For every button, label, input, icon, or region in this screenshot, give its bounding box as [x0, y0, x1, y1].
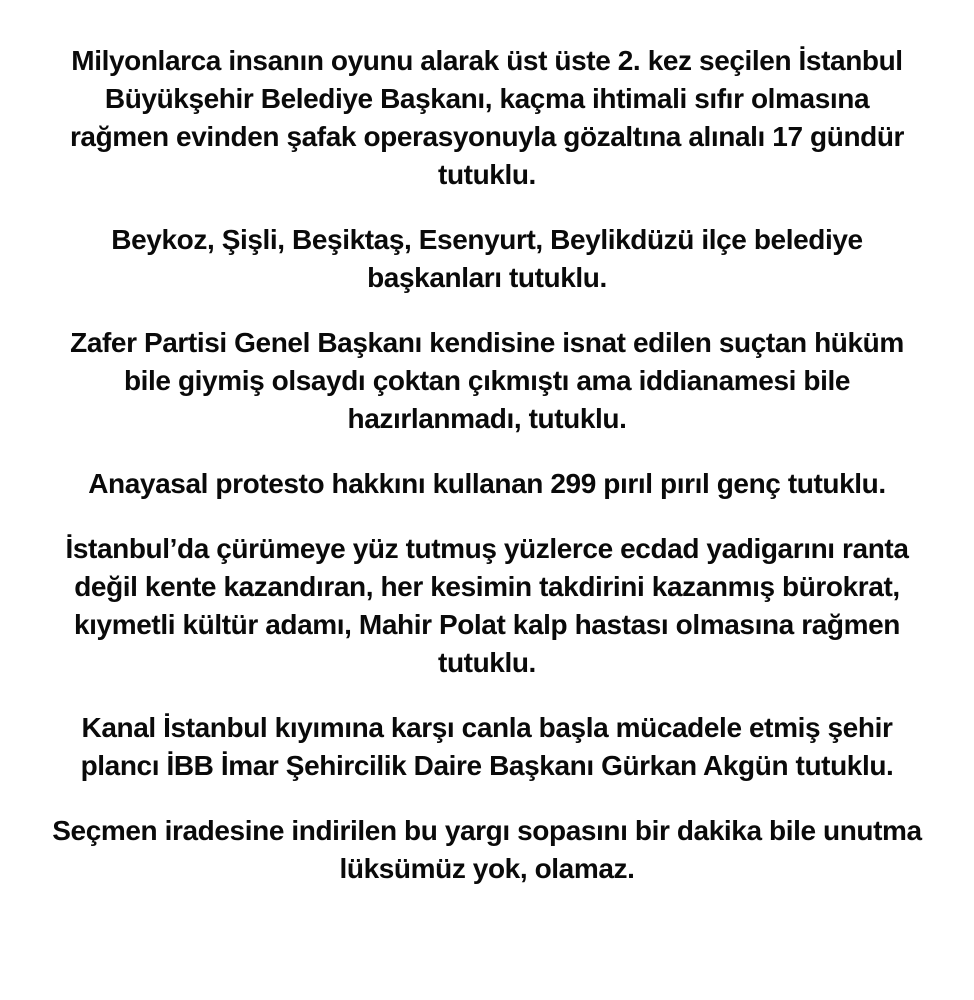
paragraph-zafer-party-leader: Zafer Partisi Genel Başkanı kendisine isnat edilen suçtan hüküm bile giymiş olsaydı çoktan çıkmıştı ama iddianamesi bile hazırlanmadı, tutuklu.: [70, 327, 904, 434]
paragraph-district-mayors: Beykoz, Şişli, Beşiktaş, Esenyurt, Beylikdüzü ilçe belediye başkanları tutuklu.: [111, 224, 863, 293]
paragraph-mayor-detained: Milyonlarca insanın oyunu alarak üst üste 2. kez seçilen İstanbul Büyükşehir Belediye Başkanı, kaçma ihtimali sıfır olmasına rağmen evinden şafak operasyonuyla gözaltına alınalı 17 gündür tutuklu.: [69, 45, 905, 190]
paragraph-gurkan-akgun: Kanal İstanbul kıyımına karşı canla başla mücadele etmiş şehir plancı İBB İmar Şehircilik Daire Başkanı Gürkan Akgün tutuklu.: [80, 712, 894, 781]
paragraph-protesters: Anayasal protesto hakkını kullanan 299 pırıl pırıl genç tutuklu.: [88, 468, 886, 499]
paragraph-closing-statement: Seçmen iradesine indirilen bu yargı sopasını bir dakika bile unutma lüksümüz yok, olamaz.: [52, 815, 922, 884]
paragraph-mahir-polat: İstanbul’da çürümeye yüz tutmuş yüzlerce ecdad yadigarını ranta değil kente kazandıran, her kesimin takdirini kazanmış bürokrat, kıymetli kültür adamı, Mahir Polat kalp hastası olmasına rağmen tutuklu.: [65, 533, 909, 678]
